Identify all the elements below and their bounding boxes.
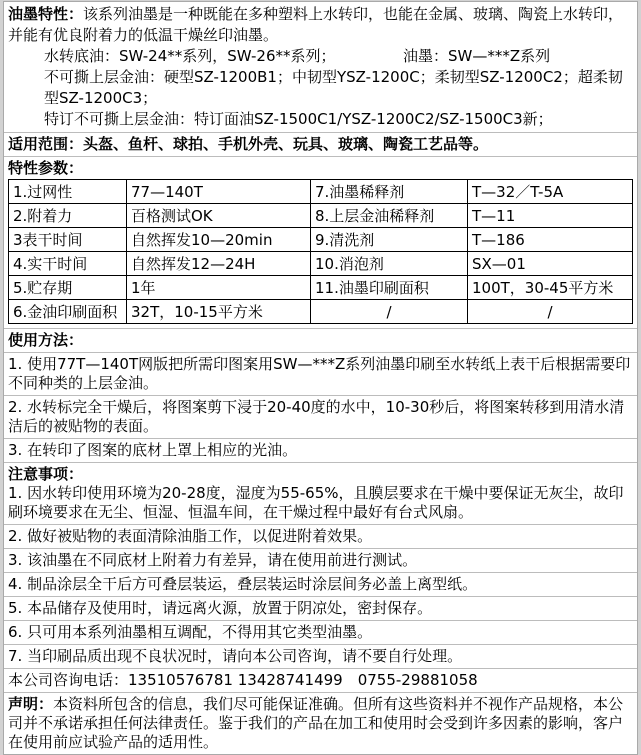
table-row bbox=[9, 252, 633, 276]
param-label: 11.油墨印刷面积 bbox=[311, 276, 468, 300]
param-value: 100T，30-45平方米 bbox=[468, 276, 633, 300]
notes-heading: 注意事项： bbox=[8, 465, 84, 483]
section-statement bbox=[4, 692, 637, 754]
datasheet-document bbox=[3, 1, 638, 755]
section-notes bbox=[4, 462, 637, 524]
section-application-scope bbox=[4, 132, 637, 156]
note-5: 5. 本品储存及使用时，请远离火源，放置于阴凉处，密封保存。 bbox=[4, 596, 637, 620]
usage-heading: 使用方法： bbox=[8, 331, 84, 349]
table-row bbox=[9, 228, 633, 252]
topcoat-line: 不可撕上层金油：硬型SZ-1200B1；中韧型YSZ-1200C；柔韧型SZ-1200C2；超柔韧型SZ-1200C3； bbox=[44, 68, 623, 107]
param-label: 4.实干时间 bbox=[9, 252, 127, 276]
section-ink-characteristics bbox=[4, 2, 637, 132]
note-7: 7. 当印刷品质出现不良状况时，请向本公司咨询，请不要自行处理。 bbox=[4, 644, 637, 668]
param-label: 9.清洗剂 bbox=[311, 228, 468, 252]
ink-characteristics-text: 该系列油墨是一种既能在多种塑料上水转印，也能在金属、玻璃、陶瓷上水转印，并能有优良附着力的低温干燥丝印油墨。 bbox=[8, 5, 624, 44]
note-1: 1. 因水转印使用环境为20-28度，湿度为55-65%，且膜层要求在干燥中要保证无灰尘，故印刷环境要求在无尘、恒湿、恒温车间，在干燥过程中最好有台式风扇。 bbox=[8, 484, 624, 521]
param-value: 77—140T bbox=[127, 180, 311, 204]
parameters-table bbox=[8, 179, 633, 324]
application-scope-text: 适用范围：头盔、鱼杆、球拍、手机外壳、玩具、玻璃、陶瓷工艺品等。 bbox=[8, 135, 489, 153]
param-label: 6.金油印刷面积 bbox=[9, 300, 127, 324]
note-6: 6. 只可用本系列油墨相互调配，不得用其它类型油墨。 bbox=[4, 620, 637, 644]
custom-topcoat-line: 特订不可撕上层金油：特订面油SZ-1500C1/YSZ-1200C2/SZ-1500C3新； bbox=[44, 110, 553, 128]
param-value: 自然挥发10—20min bbox=[127, 228, 311, 252]
statement-text: 本资料所包含的信息，我们尽可能保证准确。但所有这些资料并不视作产品规格，本公司并不承诺承担任何法律责任。鉴于我们的产品在加工和使用时会受到许多因素的影响，客户在使用前应试验产品的适用性。 bbox=[8, 695, 624, 751]
param-label: 1.过网性 bbox=[9, 180, 127, 204]
param-label: 3表干时间 bbox=[9, 228, 127, 252]
param-label: 5.贮存期 bbox=[9, 276, 127, 300]
contact-phone-line: 本公司咨询电话：13510576781 13428741499 0755-29881058 bbox=[4, 668, 637, 692]
table-row bbox=[9, 276, 633, 300]
param-label: 8.上层金油稀释剂 bbox=[311, 204, 468, 228]
param-empty: / bbox=[311, 300, 468, 324]
param-label: 2.附着力 bbox=[9, 204, 127, 228]
parameters-heading: 特性参数： bbox=[8, 159, 84, 177]
usage-step-1: 1. 使用77T—140T网版把所需印图案用SW—***Z系列油墨印刷至水转纸上表干后根据需要印不同种类的上层金油。 bbox=[4, 352, 637, 395]
param-value: SX—01 bbox=[468, 252, 633, 276]
table-row bbox=[9, 204, 633, 228]
table-row bbox=[9, 180, 633, 204]
note-4: 4. 制品涂层全干后方可叠层装运，叠层装运时涂层间务必盖上离型纸。 bbox=[4, 572, 637, 596]
param-value: T—32／T-5A bbox=[468, 180, 633, 204]
note-3: 3. 该油墨在不同底材上附着力有差异，请在使用前进行测试。 bbox=[4, 548, 637, 572]
param-value: 1年 bbox=[127, 276, 311, 300]
section-parameters bbox=[4, 156, 637, 328]
table-row bbox=[9, 300, 633, 324]
param-value: 百格测试OK bbox=[127, 204, 311, 228]
param-value: T—186 bbox=[468, 228, 633, 252]
usage-step-3: 3. 在转印了图案的底材上罩上相应的光油。 bbox=[4, 438, 637, 462]
param-value: 自然挥发12—24H bbox=[127, 252, 311, 276]
param-label: 10.消泡剂 bbox=[311, 252, 468, 276]
param-empty: / bbox=[468, 300, 633, 324]
param-value: 32T，10-15平方米 bbox=[127, 300, 311, 324]
usage-step-2: 2. 水转标完全干燥后，将图案剪下浸于20-40度的水中，10-30秒后，将图案转移到用清水清洁后的被贴物的表面。 bbox=[4, 395, 637, 438]
statement-heading: 声明： bbox=[8, 695, 54, 713]
note-2: 2. 做好被贴物的表面清除油脂工作，以促进附着效果。 bbox=[4, 524, 637, 548]
base-oil-line: 水转底油：SW-24**系列，SW-26**系列； 油墨：SW—***Z系列 bbox=[44, 47, 551, 65]
section-usage-heading bbox=[4, 328, 637, 352]
ink-characteristics-heading: 油墨特性： bbox=[8, 5, 84, 23]
param-label: 7.油墨稀释剂 bbox=[311, 180, 468, 204]
param-value: T—11 bbox=[468, 204, 633, 228]
ink-characteristics-paragraph bbox=[8, 4, 633, 46]
